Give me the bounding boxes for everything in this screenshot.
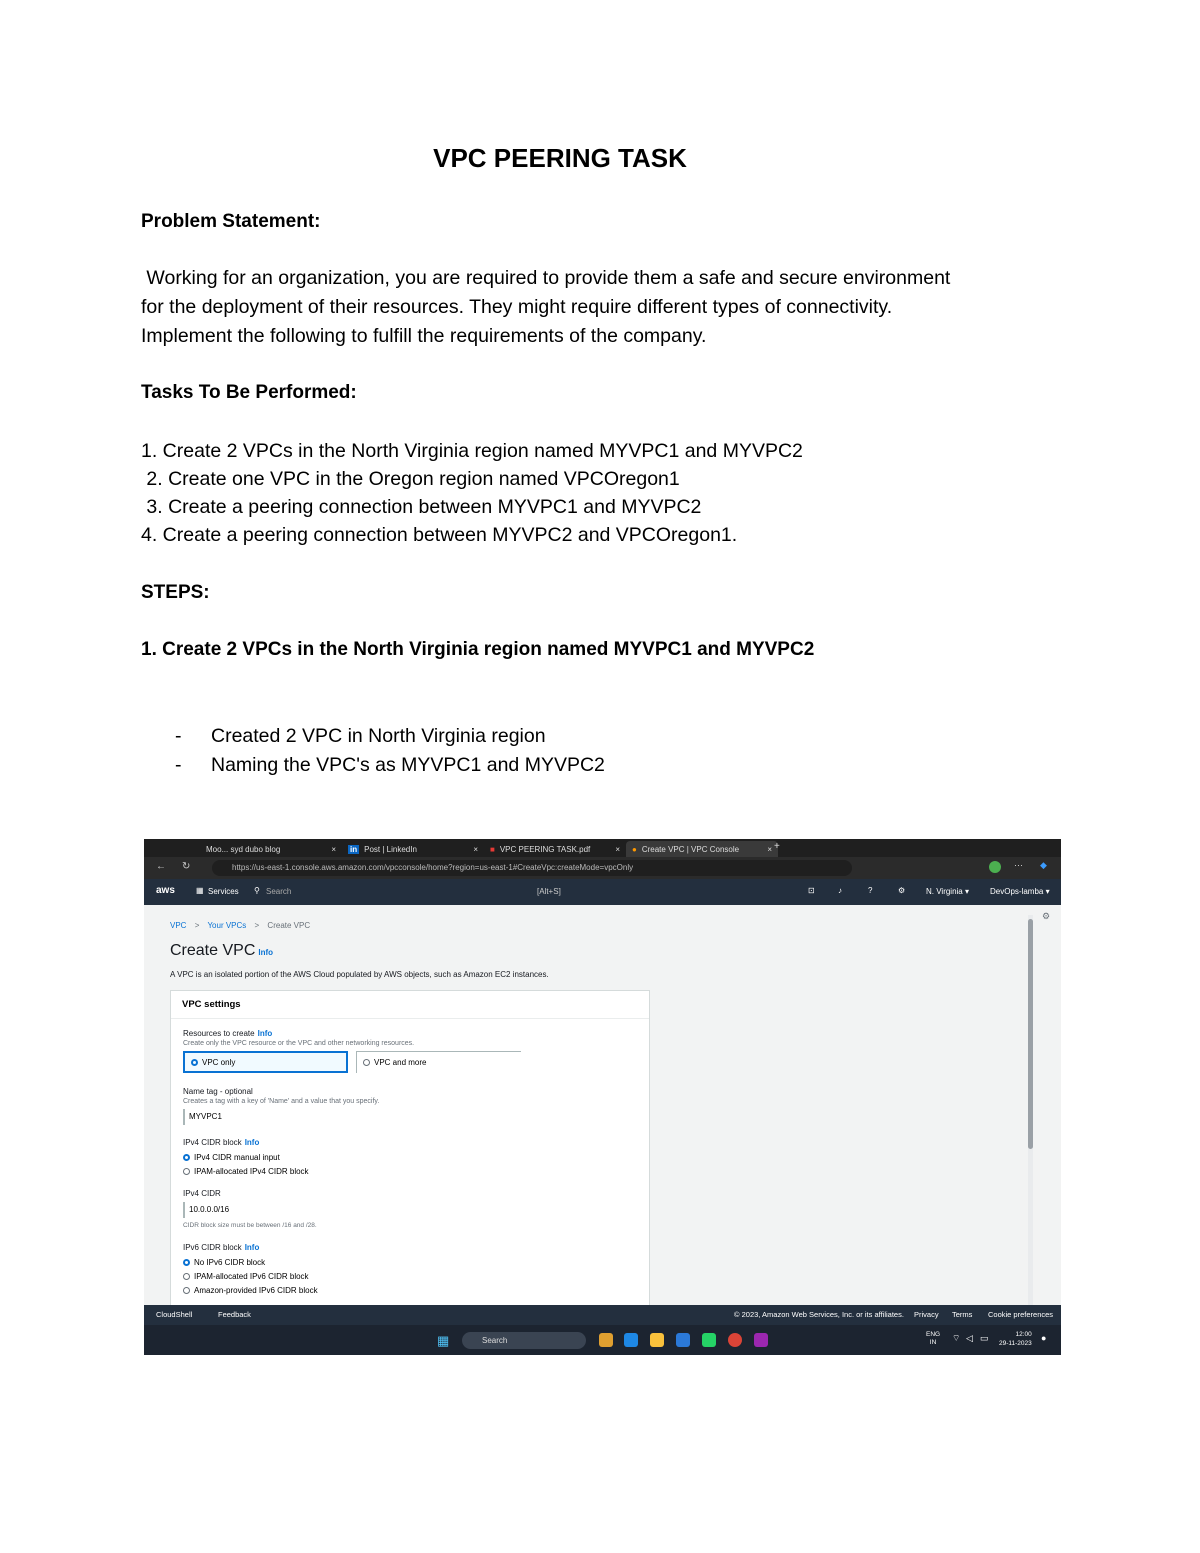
address-bar: [144, 857, 1061, 879]
bullet-marker: -: [175, 753, 182, 776]
privacy-link[interactable]: Privacy: [914, 1310, 939, 1319]
close-icon[interactable]: ×: [331, 844, 336, 854]
ipv4-cidr-hint: CIDR block size must be between /16 and /28.: [183, 1222, 317, 1229]
linkedin-icon: in: [350, 844, 358, 854]
bullet-marker: -: [175, 725, 182, 747]
steps-heading: STEPS:: [141, 582, 210, 603]
menu-icon[interactable]: ⋯: [1014, 860, 1023, 870]
radio-icon: [183, 1168, 190, 1175]
aws-logo[interactable]: aws: [156, 885, 175, 896]
aws-top-nav: [144, 879, 1061, 905]
back-icon[interactable]: ←: [156, 861, 166, 872]
browser-tab-active[interactable]: [626, 841, 778, 857]
store-icon[interactable]: [676, 1333, 690, 1347]
services-grid-icon: ▦: [196, 886, 204, 895]
problem-line: for the deployment of their resources. They might require different types of connectivity.: [141, 296, 893, 318]
list-item: [175, 751, 605, 780]
cloudshell-icon[interactable]: ⊡: [808, 886, 815, 895]
bullet-list: [175, 722, 605, 779]
radio-icon: [363, 1059, 370, 1066]
language-region: IN: [929, 1339, 937, 1346]
pdf-icon: ■: [490, 844, 495, 854]
ipv6-block-label: IPv6 CIDR block Info: [183, 1243, 260, 1252]
new-tab-icon[interactable]: +: [774, 841, 780, 852]
whatsapp-icon[interactable]: [702, 1333, 716, 1347]
help-icon[interactable]: ?: [868, 886, 873, 895]
browser-tab[interactable]: [200, 841, 342, 857]
tab-label: Moo... syd dubo blog: [206, 844, 281, 854]
radio-selected-icon: [183, 1154, 190, 1161]
task-item: 4. Create a peering connection between MYVPC2 and VPCOregon1.: [141, 524, 738, 546]
console-content: [144, 905, 1061, 1305]
name-tag-input[interactable]: MYVPC1: [183, 1109, 343, 1125]
url-input[interactable]: https://us-east-1.console.aws.amazon.com/vpcconsole/home?region=us-east-1#CreateVpc:createMode=vpcOnly: [212, 860, 852, 876]
breadcrumb: [170, 921, 310, 930]
list-item: [175, 722, 605, 751]
info-link[interactable]: Info: [257, 1029, 273, 1038]
clock-date: 29-11-2023: [999, 1340, 1032, 1347]
vpc-and-more-option[interactable]: [356, 1051, 521, 1073]
ipv4-block-label: IPv4 CIDR block Info: [183, 1138, 260, 1147]
info-link[interactable]: Info: [244, 1138, 260, 1147]
problem-heading: Problem Statement:: [141, 211, 321, 232]
radio-icon: [183, 1287, 190, 1294]
close-icon[interactable]: ×: [615, 844, 620, 854]
problem-line: Implement the following to fulfill the requirements of the company.: [141, 325, 707, 347]
breadcrumb-separator: >: [254, 921, 260, 930]
search-icon: ⚲: [254, 886, 260, 895]
app-icon[interactable]: [754, 1333, 768, 1347]
task-item: 3. Create a peering connection between MYVPC1 and MYVPC2: [141, 496, 702, 518]
edge-icon[interactable]: [624, 1333, 638, 1347]
edge-copilot-icon[interactable]: ◆: [1040, 860, 1047, 870]
language-code: ENG: [926, 1331, 941, 1338]
step1-heading: 1. Create 2 VPCs in the North Virginia region named MYVPC1 and MYVPC2: [141, 639, 815, 660]
resources-label: Resources to create Info: [183, 1029, 273, 1038]
page-description: A VPC is an isolated portion of the AWS Cloud populated by AWS objects, such as Amazon EC2 instances.: [170, 970, 549, 979]
bullet-text: Naming the VPC's as MYVPC1 and MYVPC2: [211, 753, 605, 776]
tab-label: Post | LinkedIn: [364, 844, 417, 854]
breadcrumb-vpc[interactable]: VPC: [170, 921, 187, 930]
language-indicator[interactable]: [926, 1331, 940, 1347]
browser-tab-bar: [144, 839, 1061, 857]
aws-favicon-icon: ●: [632, 844, 637, 854]
terms-link[interactable]: Terms: [952, 1310, 973, 1319]
windows-start-icon[interactable]: ▦: [437, 1333, 450, 1348]
profile-icon[interactable]: [989, 861, 1001, 873]
browser-tab[interactable]: [484, 841, 626, 857]
account-menu[interactable]: DevOps-lamba ▾: [990, 887, 1050, 896]
clock-time: 12:00: [1015, 1331, 1032, 1338]
tasks-heading: Tasks To Be Performed:: [141, 382, 357, 403]
radio-selected-icon: [183, 1259, 190, 1266]
settings-icon[interactable]: ⚙: [1042, 911, 1051, 921]
task-item: 1. Create 2 VPCs in the North Virginia region named MYVPC1 and MYVPC2: [141, 440, 803, 462]
ipv6-none-option[interactable]: No IPv6 CIDR block: [183, 1258, 265, 1267]
breadcrumb-current: Create VPC: [267, 921, 311, 930]
cookie-link[interactable]: Cookie preferences: [988, 1310, 1054, 1319]
cloudshell-link[interactable]: CloudShell: [156, 1310, 193, 1319]
name-tag-help: Creates a tag with a key of 'Name' and a value that you specify.: [183, 1098, 380, 1105]
ipv4-manual-option[interactable]: IPv4 CIDR manual input: [183, 1153, 280, 1162]
browser-tab[interactable]: [342, 841, 484, 857]
notification-icon[interactable]: ●: [1041, 1333, 1047, 1343]
taskbar-search[interactable]: Search: [462, 1332, 586, 1349]
breadcrumb-your-vpcs[interactable]: Your VPCs: [207, 921, 247, 930]
info-link[interactable]: Info: [244, 1243, 260, 1252]
file-explorer-icon[interactable]: [650, 1333, 664, 1347]
aws-search-input[interactable]: Search: [266, 887, 292, 896]
vpc-settings-panel: [170, 990, 650, 1312]
close-icon[interactable]: ×: [767, 844, 772, 854]
vpc-only-option[interactable]: [183, 1051, 348, 1073]
problem-line: Working for an organization, you are required to provide them a safe and secure environment: [141, 267, 951, 289]
services-menu[interactable]: Services: [208, 887, 239, 896]
scrollbar-thumb[interactable]: [1028, 919, 1033, 1149]
document-title: VPC PEERING TASK: [433, 143, 687, 173]
ipv4-cidr-label: IPv4 CIDR: [183, 1189, 221, 1198]
tab-label: Create VPC | VPC Console: [641, 844, 740, 854]
ipv4-cidr-input[interactable]: 10.0.0.0/16: [183, 1202, 343, 1218]
copyright-text: © 2023, Amazon Web Services, Inc. or its affiliates.: [734, 1310, 904, 1319]
wifi-icon[interactable]: ⌔: [952, 1333, 961, 1343]
aws-console-screenshot: [144, 839, 1061, 1355]
region-selector[interactable]: N. Virginia ▾: [926, 887, 969, 896]
info-link[interactable]: Info: [258, 948, 274, 957]
windows-taskbar: [144, 1325, 1061, 1355]
close-icon[interactable]: ×: [473, 844, 478, 854]
page-title-text: Create VPC: [170, 942, 256, 959]
ipv4-ipam-option[interactable]: IPAM-allocated IPv4 CIDR block: [183, 1167, 309, 1176]
option-label: VPC and more: [374, 1058, 427, 1067]
breadcrumb-separator: >: [194, 921, 200, 930]
scrollbar[interactable]: [1028, 915, 1033, 1305]
option-label: VPC only: [202, 1057, 236, 1067]
page-title: [170, 942, 273, 960]
task-item: 2. Create one VPC in the Oregon region named VPCOregon1: [141, 468, 680, 490]
resources-help: Create only the VPC resource or the VPC and other networking resources.: [183, 1040, 415, 1047]
feedback-link[interactable]: Feedback: [218, 1310, 251, 1319]
console-footer: [144, 1305, 1061, 1325]
ipv6-amazon-option[interactable]: Amazon-provided IPv6 CIDR block: [183, 1286, 318, 1295]
clock[interactable]: [999, 1330, 1032, 1348]
tab-label: VPC PEERING TASK.pdf: [499, 844, 591, 854]
panel-title: VPC settings: [171, 991, 649, 1019]
reload-icon[interactable]: ↻: [182, 861, 191, 872]
radio-selected-icon: [191, 1059, 198, 1066]
bullet-text: Created 2 VPC in North Virginia region: [211, 725, 546, 747]
ipv6-ipam-option[interactable]: IPAM-allocated IPv6 CIDR block: [183, 1272, 309, 1281]
battery-icon[interactable]: ▭: [980, 1333, 989, 1343]
chrome-icon[interactable]: [728, 1333, 742, 1347]
radio-icon: [183, 1273, 190, 1280]
bell-icon[interactable]: ♪: [838, 886, 842, 895]
name-tag-label: Name tag - optional: [183, 1087, 253, 1096]
gear-icon[interactable]: ⚙: [898, 886, 906, 895]
search-shortcut: [Alt+S]: [537, 887, 561, 896]
widgets-icon[interactable]: [599, 1333, 613, 1347]
volume-icon[interactable]: ◁: [966, 1333, 973, 1343]
